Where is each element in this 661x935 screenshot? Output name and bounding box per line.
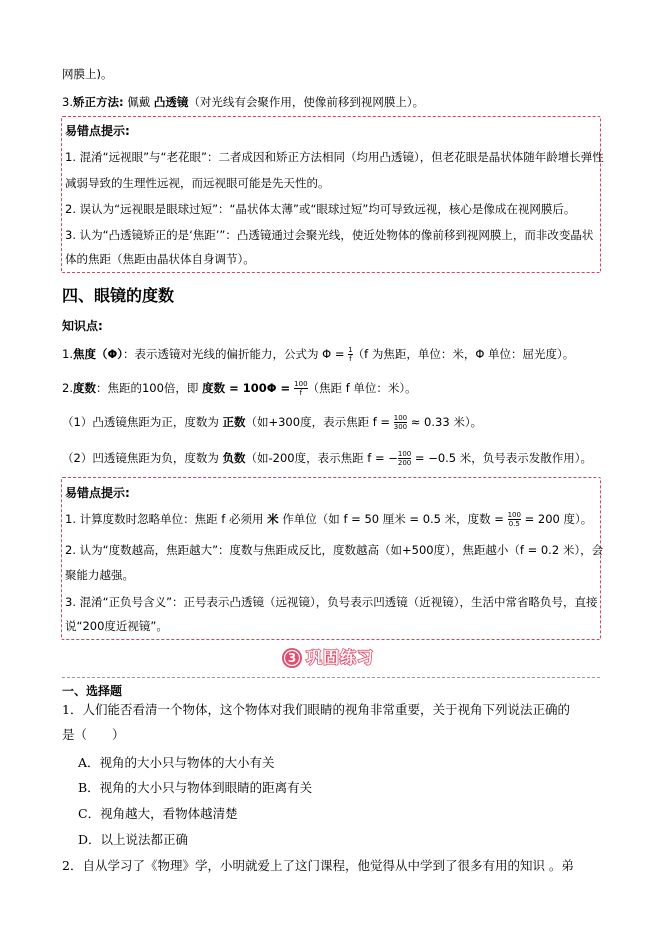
practice-section-badge <box>281 646 387 670</box>
question-1-line-2: 是（ ） <box>62 727 125 742</box>
diopter-line: 2.度数：焦距的100倍，即 度数 = 100Φ = $\frac{100}{f}$ （焦距 f 单位：米）。 <box>62 380 417 397</box>
tip-line: 3. 认为“凸透镜矫正的是‘焦距’”：凸透镜通过会聚光线，使近处物体的像前移到视网膜上，而非改变晶状 <box>65 228 594 242</box>
tip-line: 2. 认为“度数越高，焦距越大”：度数与焦距成反比，度数越高（如+500度），焦距越小（f = 0.2 米），会 <box>65 543 604 557</box>
question-2-line-1: 2．自从学习了《物理》学，小明就爱上了这门课程，他觉得从中学到了很多有用的知识 。弟 <box>62 858 574 873</box>
tip-line: 1. 计算度数时忽略单位：焦距 f 必须用 米 作单位（如 f = 50 厘米 = 0.5 米，度数 = $\frac{100}{0.5}$ = 200 度）。 <box>65 511 593 528</box>
focal-power-line: 1.焦度（Φ）：表示透镜对光线的偏折能力，公式为 Φ = $\frac{1}{f}$ （f 为焦距，单位：米，Φ 单位：屈光度）。 <box>62 346 575 363</box>
option-d: D．以上说法都正确 <box>78 832 189 847</box>
practice-label: 巩固练习 <box>306 648 375 667</box>
convex-lens-degree: （1）凸透镜焦距为正，度数为 正数（如+300度，表示焦距 f = $\frac{100}{300}$ ≈ 0.33 米）。 <box>62 414 483 431</box>
option-c: C．视角越大，看物体越清楚 <box>78 806 238 821</box>
choice-section-title: 一、选择题 <box>62 684 123 698</box>
question-1-line-1: 1．人们能否看清一个物体，这个物体对我们眼睛的视角非常重要，关于视角下列说法正确的 <box>62 702 570 717</box>
tip-line: 减弱导致的生理性远视，而远视眼可能是先天性的。 <box>65 176 330 190</box>
tip-heading: 易错点提示: <box>65 486 130 500</box>
mistake-tip-box-2 <box>61 477 604 640</box>
convex-lens-term: 凸透镜 <box>153 95 189 109</box>
section-title: 四、眼镜的度数 <box>62 286 175 305</box>
divider <box>62 677 600 678</box>
tip-heading: 易错点提示: <box>65 124 130 138</box>
tip-line: 1. 混淆“远视眼”与“老花眼”：二者成因和矫正方法相同（均用凸透镜），但老花眼是晶状体随年龄增长弹性 <box>65 150 604 164</box>
tip-line: 3. 混淆“正负号含义”：正号表示凸透镜（远视镜），负号表示凹透镜（近视镜），生活中常省略负号，直接 <box>65 595 598 609</box>
option-a: A．视角的大小只与物体的大小有关 <box>78 755 275 770</box>
tip-line: 聚能力越强。 <box>65 568 134 582</box>
correction-method: 3.矫正方法: 佩戴 凸透镜（对光线有会聚作用，使像前移到视网膜上）。 <box>62 95 425 109</box>
concave-lens-degree: （2）凹透镜焦距为负，度数为 负数（如-200度，表示焦距 f = − $\frac{100}{200}$ = −0.5 米，负号表示发散作用）。 <box>62 450 593 467</box>
mistake-tip-box-1 <box>61 116 604 273</box>
tip-line: 体的焦距（焦距由晶状体自身调节）。 <box>65 252 255 266</box>
top-line: 网膜上)。 <box>62 67 113 81</box>
option-b: B．视角的大小只与物体到眼睛的距离有关 <box>78 780 313 795</box>
tip-line: 说“200度近视镜”。 <box>65 619 168 633</box>
tip-line: 2. 误认为“远视眼是眼球过短”：“晶状体太薄”或“眼球过短”均可导致远视，核心是像成在视网膜后。 <box>65 202 576 216</box>
practice-number: 3 <box>287 651 297 665</box>
knowledge-heading: 知识点: <box>62 319 103 333</box>
